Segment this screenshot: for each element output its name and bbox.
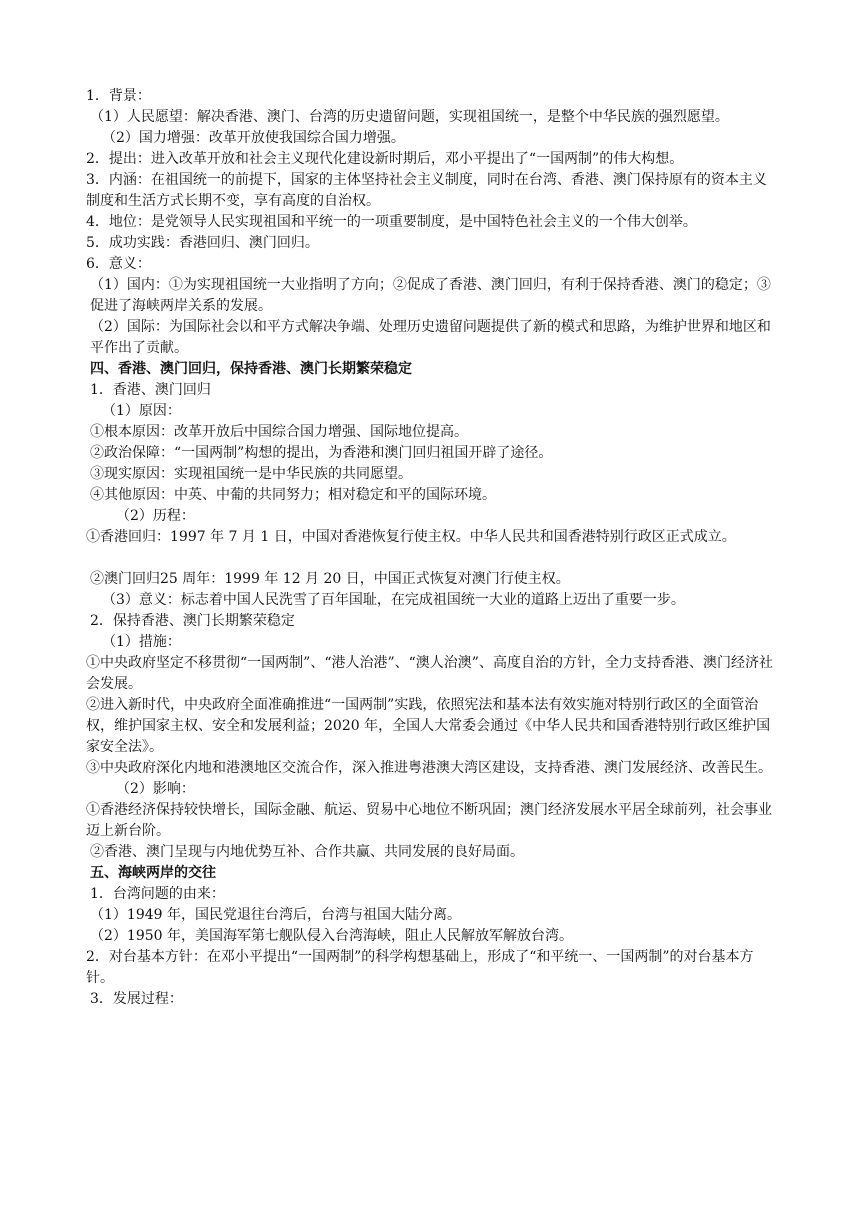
- subheading-impact: （2）影响：: [116, 781, 195, 797]
- section-heading-five: 五、海峡两岸的交往: [90, 865, 216, 881]
- subheading-prosperity: 2．保持香港、澳门长期繁荣稳定: [90, 613, 295, 629]
- cause-realistic: ③现实原因：实现祖国统一是中华民族的共同愿望。: [90, 466, 412, 482]
- origin-1950: （2）1950 年，美国海军第七舰队侵入台湾海峡，阻止人民解放军解放台湾。: [90, 928, 573, 944]
- cause-political: ②政治保障：“一国两制”构想的提出，为香港和澳门回归祖国开辟了途径。: [90, 445, 553, 461]
- background-item-people-wish: （1）人民愿望：解决香港、澳门、台湾的历史遗留问题，实现祖国统一，是整个中华民族的强烈愿望。: [90, 109, 729, 125]
- document-body: [86, 86, 780, 1010]
- heading-background: 1．背景：: [86, 88, 151, 104]
- subheading-process: （2）历程：: [116, 508, 195, 524]
- point-practice: 5．成功实践：香港回归、澳门回归。: [86, 235, 319, 251]
- point-status: 4．地位：是党领导人民实现祖国和平统一的一项重要制度，是中国特色社会主义的一个伟大创举。: [86, 214, 697, 230]
- measure-three: ③中央政府深化内地和港澳地区交流合作，深入推进粤港澳大湾区建设，支持香港、澳门发展经济、改善民生。: [86, 760, 772, 776]
- measure-one: ①中央政府坚定不移贯彻“一国两制”、“港人治港”、“澳人治澳”、高度自治的方针，全力支持香港、澳门经济社会发展。: [86, 655, 773, 692]
- impact-two: ②香港、澳门呈现与内地优势互补、合作共赢、共同发展的良好局面。: [90, 844, 524, 860]
- significance-international: （2）国际：为国际社会以和平方式解决争端、处理历史遗留问题提供了新的模式和思路，为维护世界和地区和平作出了贡献。: [90, 319, 771, 356]
- point-proposal: 2．提出：进入改革开放和社会主义现代化建设新时期后，邓小平提出了“一国两制”的伟大构想。: [86, 151, 684, 167]
- process-hong-kong: ①香港回归：1997 年 7 月 1 日，中国对香港恢复行使主权。中华人民共和国香港特别行政区正式成立。: [86, 529, 736, 545]
- subheading-taiwan-origin: 1．台湾问题的由来：: [90, 886, 225, 902]
- impact-one: ①香港经济保持较快增长，国际金融、航运、贸易中心地位不断巩固；澳门经济发展水平居全球前列，社会事业迈上新台阶。: [86, 802, 772, 839]
- cause-other: ④其他原因：中英、中葡的共同努力；相对稳定和平的国际环境。: [90, 487, 496, 503]
- measure-two: ②进入新时代，中央政府全面准确推进“一国两制”实践，依照宪法和基本法有效实施对特别行政区的全面管治权，维护国家主权、安全和发展利益；2020 年，全国人大常委会通过《中华人民共和国香港特别行政区维护国家安全法》。: [86, 697, 771, 755]
- background-item-national-strength: （2）国力增强：改革开放使我国综合国力增强。: [102, 130, 405, 146]
- origin-1949: （1）1949 年，国民党退往台湾后，台湾与祖国大陆分离。: [90, 907, 461, 923]
- significance-domestic: （1）国内：①为实现祖国统一大业指明了方向；②促成了香港、澳门回归，有利于保持香港、澳门的稳定；③促进了海峡两岸关系的发展。: [90, 277, 771, 314]
- point-connotation: 3．内涵：在祖国统一的前提下，国家的主体坚持社会主义制度，同时在台湾、香港、澳门保持原有的资本主义制度和生活方式长期不变，享有高度的自治权。: [86, 172, 767, 209]
- subheading-measures: （1）措施：: [102, 634, 181, 650]
- section-heading-four: 四、香港、澳门回归，保持香港、澳门长期繁荣稳定: [90, 361, 412, 377]
- heading-significance: 6．意义：: [86, 256, 151, 272]
- taiwan-policy: 2．对台基本方针：在邓小平提出“一国两制”的科学构想基础上，形成了“和平统一、一国两制”的对台基本方针。: [86, 949, 754, 986]
- subheading-development: 3．发展过程：: [90, 991, 183, 1007]
- subheading-return: 1．香港、澳门回归: [90, 382, 211, 398]
- process-macao: ②澳门回归25 周年：1999 年 12 月 20 日，中国正式恢复对澳门行使主权。: [90, 571, 570, 587]
- subheading-causes: （1）原因：: [102, 403, 181, 419]
- cause-fundamental: ①根本原因：改革开放后中国综合国力增强、国际地位提高。: [90, 424, 468, 440]
- blank-line: [86, 548, 780, 569]
- return-significance: （3）意义：标志着中国人民洗雪了百年国耻，在完成祖国统一大业的道路上迈出了重要一步。: [102, 592, 685, 608]
